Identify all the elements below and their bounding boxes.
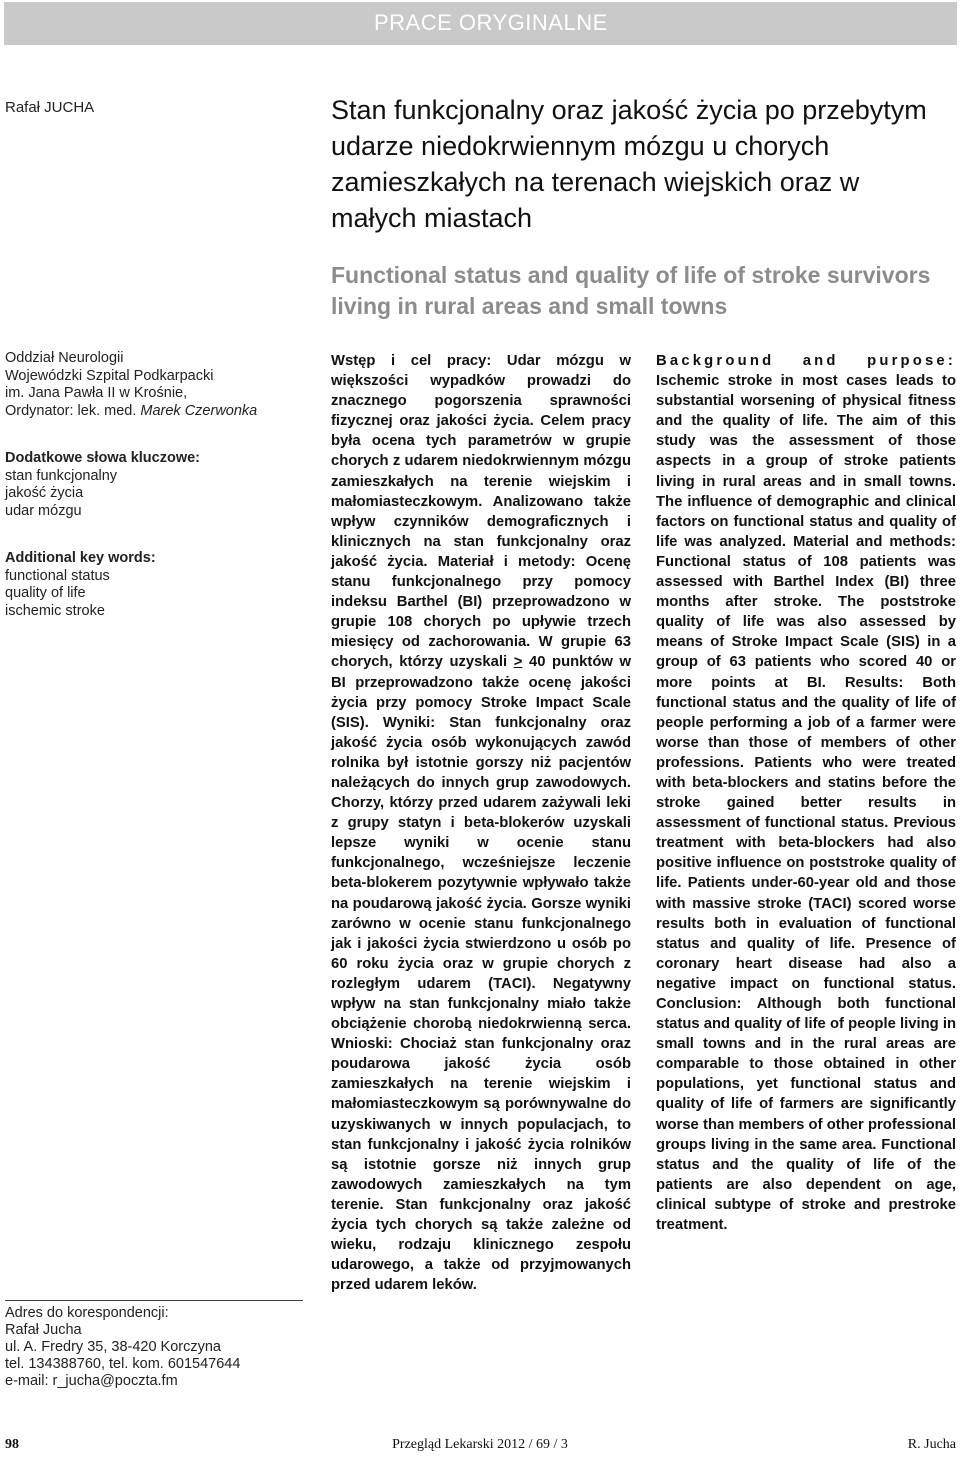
abstract-en-heading: Background and purpose: (656, 353, 956, 369)
article-title-english: Functional status and quality of life of stroke survivors living in rural areas and small towns (331, 262, 931, 319)
page-number: 98 (5, 1437, 19, 1452)
affiliation-department: Oddział Neurologii (5, 350, 124, 366)
article-sidebar (5, 350, 305, 620)
affiliation-hospital: Wojewódzki Szpital Podkarpacki (5, 367, 214, 384)
correspondence-address: ul. A. Fredry 35, 38-420 Korczyna (5, 1339, 221, 1355)
correspondence-name: Rafał Jucha (5, 1322, 82, 1338)
keyword-en-item: functional status (5, 567, 110, 584)
author-name: Rafał JUCHA (5, 99, 95, 116)
keywords-pl-heading: Dodatkowe słowa kluczowe: (5, 450, 200, 466)
running-author: R. Jucha (907, 1437, 956, 1452)
affiliation-head-title: Ordynator: lek. med. (5, 402, 141, 419)
keywords-en-heading: Additional key words: (5, 550, 156, 566)
section-banner (4, 2, 957, 45)
section-banner-label: PRACE ORYGINALNE (374, 10, 608, 35)
keyword-pl-item: udar mózgu (5, 502, 82, 519)
keyword-en-item: ischemic stroke (5, 602, 105, 619)
correspondence-block (5, 1305, 305, 1390)
affiliation-hospital-name: im. Jana Pawła II w Krośnie, (5, 385, 188, 401)
affiliation-head (5, 403, 305, 421)
journal-citation: Przegląd Lekarski 2012 / 69 / 3 (392, 1437, 568, 1452)
correspondence-divider (5, 1300, 303, 1301)
abstract-pl-part2: 40 punktów w BI przeprowadzono także ocenę jakości życia przy pomocy Stroke Impact Scale (SIS). Wyniki: Stan funkcjonalny oraz jakość życia osób wykonujących zawód rolnika był istotnie gorszy niż pacjentów należących do innych grup zawodowych. Chorzy, którzy przed udarem zażywali leki z grupy statyn i beta-blokerów uzyskali lepsze wyniki w ocenie stanu funkcjonalnego, wcześniejsze leczenie beta-blokerem pozytywnie wpływało także na poudarową jakość życia. Gorsze wyniki zarówno w ocenie stanu funkcjonalnego jak i jakości życia stwierdzono u osób po 60 roku życia oraz w grupie chorych z rozległym udarem (TACI). Negatywny wpływ na stan funkcjonalny miało także obciążenie chorobą niedokrwienną serca. Wnioski: Chociaż stan funkcjonalny oraz poudarowa jakość życia osób zamieszkałych na terenie wiejskim i małomiasteczkowym są porównywalne do uzyskiwanych w innych populacjach, to stan funkcjonalny i jakość życia rolników są istotnie gorsze niż innych grup zawodowych zamieszkałych na tym terenie. Stan funkcjonalny oraz jakość życia tych chorych są także zależne od wieku, rodzaju klinicznego zespołu udarowego, a także od przyjmowanych przed udarem leków. (331, 654, 631, 1294)
abstract-english (656, 351, 956, 1235)
abstract-pl-part1: Wstęp i cel pracy: Udar mózgu w większości wypadków prowadzi do znacznego pogorszenia sprawności fizycznej oraz jakości życia. Celem pracy była ocena tych parametrów w grupie chorych z udarem niedokrwiennym mózgu zamieszkałych na terenie wiejskim i małomiasteczkowym. Analizowano także wpływ czynników demograficznych i klinicznych na stan funkcjonalny oraz jakość życia. Materiał i metody: Ocenę stanu funkcjonalnego przy pomocy indeksu Barthel (BI) przeprowadzono w grupie 108 chorych po upływie trzech miesięcy od zachorowania. W grupie 63 chorych, którzy uzyskali (331, 353, 631, 671)
keyword-en-item: quality of life (5, 585, 86, 601)
keyword-pl-item: stan funkcjonalny (5, 467, 118, 484)
affiliation-head-name: Marek Czerwonka (140, 402, 258, 419)
keyword-pl-item: jakość życia (5, 485, 84, 501)
article-title-polish: Stan funkcjonalny oraz jakość życia po przebytym udarze niedokrwiennym mózgu u chorych zamieszkałych na terenach wiejskich oraz w małych miastach (331, 95, 927, 233)
abstract-polish (331, 351, 631, 1295)
correspondence-heading: Adres do korespondencji: (5, 1305, 169, 1321)
correspondence-email: e-mail: r_jucha@poczta.fm (5, 1373, 178, 1389)
geq-symbol: > (513, 654, 523, 671)
abstract-en-body: Ischemic stroke in most cases leads to substantial worsening of physical fitness and the quality of life. The aim of this study was the assessment of those aspects in a group of stroke patients living in rural areas and in small towns. The influence of demographic and clinical factors on functional status and quality of life was analyzed. Material and methods: Functional status of 108 patients was assessed with Barthel Index (BI) three months after stroke. The poststroke quality of life was also assessed by means of Stroke Impact Scale (SIS) in a group of 63 patients who scored 40 or more points at BI. Results: Both functional status and the quality of life of people performing a job of a farmer were worse than those of members of other professions. Patients who were treated with beta-blockers and statins before the stroke gained better results in assessment of functional status. Previous treatment with beta-blockers had also positive influence on poststroke quality of life. Patients under-60-year old and those with massive stroke (TACI) scored worse results both in evaluation of functional status and quality of life. Presence of coronary heart disease had also a negative impact on functional status. Conclusion: Although both functional status and quality of life of people living in small towns and in the rural areas are comparable to those obtained in other populations, yet functional status and quality of life of farmers are significantly worse than members of other professional groups living in the same area. Functional status and the quality of life of the patients are also dependent on age, clinical subtype of stroke and prestroke treatment. (656, 373, 956, 1234)
correspondence-phone: tel. 134388760, tel. kom. 601547644 (5, 1356, 241, 1372)
